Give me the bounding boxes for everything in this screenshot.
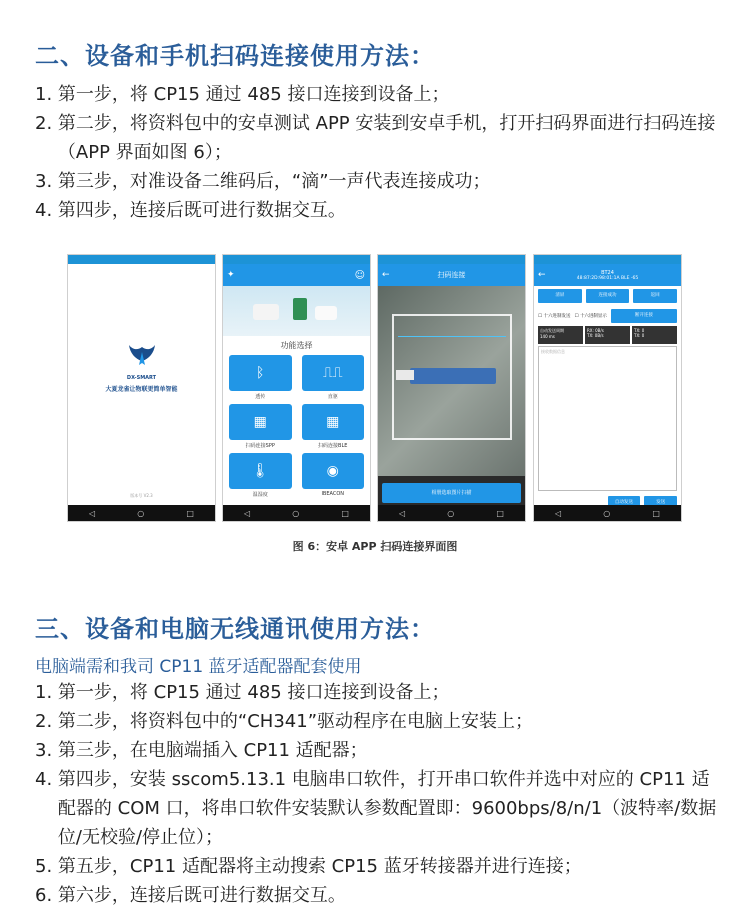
step-item: 1. 第一步，将 CP15 通过 485 接口连接到设备上； bbox=[35, 682, 450, 703]
version-label: 版本号 V2.3 bbox=[130, 493, 153, 498]
recents-icon: □ bbox=[652, 508, 660, 518]
logo bbox=[68, 343, 215, 393]
status-bar bbox=[223, 255, 370, 264]
scanner-title: 扫码连接 bbox=[437, 271, 466, 279]
qr-code-icon: ▦ bbox=[302, 404, 365, 440]
option-row bbox=[534, 306, 681, 326]
android-nav-bar bbox=[68, 505, 215, 521]
function-grid bbox=[223, 355, 370, 498]
brand-name: DX-SMART bbox=[126, 375, 157, 381]
return-button[interactable]: 返回 bbox=[633, 289, 677, 303]
auto-send-button[interactable]: 自动发送 bbox=[608, 496, 641, 510]
square-wave-icon: ⎍⎍ bbox=[302, 355, 365, 391]
connection-status-button[interactable]: 连接成功 bbox=[586, 289, 630, 303]
section3-subtitle: 电脑端需和我司 CP11 蓝牙适配器配套使用 bbox=[35, 657, 362, 677]
step-item: 3. 第三步，对准设备二维码后，“滴”一声代表连接成功； bbox=[35, 171, 491, 192]
step-item: 4. 第四步，安装 sscom5.13.1 电脑串口软件，打开串口软件并选中对应的 CP11 适配器的 COM 口，将串口软件安装默认参数配置即：9600bps/8/n/1（波特率/数据位/无校验/停止位）； bbox=[35, 769, 717, 848]
android-nav-bar bbox=[534, 505, 681, 521]
bluetooth-module-photo bbox=[410, 368, 496, 384]
home-icon: ○ bbox=[292, 508, 300, 518]
section3-steps bbox=[35, 678, 725, 910]
step-item: 5. 第五步，CP11 适配器将主动搜索 CP15 蓝牙转接器并进行连接； bbox=[35, 856, 582, 877]
function-title: 功能选择 bbox=[280, 341, 313, 350]
auto-period-field[interactable]: 自动发送周期 140 ms bbox=[538, 326, 583, 344]
back-icon: ◁ bbox=[89, 508, 96, 518]
device-name: BT24 bbox=[601, 269, 614, 276]
tile-transparent[interactable]: ᛒ 透传 bbox=[229, 355, 292, 400]
scan-line bbox=[398, 336, 506, 337]
back-arrow-icon[interactable]: ← bbox=[382, 270, 390, 280]
qr-code-icon: ▦ bbox=[229, 404, 292, 440]
step-item: 6. 第六步，连接后既可进行数据交互。 bbox=[35, 885, 346, 906]
phone-scanner-screenshot bbox=[377, 254, 526, 522]
hex-send-checkbox[interactable]: ☐ 十六进制发送 bbox=[538, 314, 571, 319]
status-bar bbox=[68, 255, 215, 264]
brand-slogan: 大夏龙雀让物联更简单智能 bbox=[105, 386, 178, 393]
app-header bbox=[378, 264, 525, 286]
back-icon: ◁ bbox=[555, 508, 562, 518]
banner-image bbox=[223, 286, 370, 336]
camera-viewfinder bbox=[378, 286, 525, 476]
tx-stats: TX: 0 TX: 0 bbox=[632, 326, 677, 344]
step-item: 2. 第二步，将资料包中的安卓测试 APP 安装到安卓手机，打开扫码界面进行扫码连接（APP 界面如图 6）； bbox=[35, 113, 716, 163]
step-item: 1. 第一步，将 CP15 通过 485 接口连接到设备上； bbox=[35, 84, 450, 105]
back-icon: ◁ bbox=[244, 508, 251, 518]
app-header bbox=[534, 264, 681, 286]
section3-title: 三、设备和电脑无线通讯使用方法： bbox=[35, 615, 435, 643]
pick-image-button[interactable]: 相册选取图片扫描 bbox=[382, 483, 521, 503]
receive-area[interactable]: 接收数据信息 bbox=[538, 346, 677, 491]
wings-logo-icon bbox=[128, 343, 156, 369]
hex-show-checkbox[interactable]: ☐ 十六进制显示 bbox=[574, 314, 607, 319]
tile-direct-drive[interactable]: ⎍⎍ 直驱 bbox=[302, 355, 365, 400]
beacon-icon: ◉ bbox=[302, 453, 365, 489]
user-icon: ☺ bbox=[354, 269, 365, 281]
rx-stats: RX: 0B/s TX: 0B/s bbox=[585, 326, 630, 344]
bluetooth-icon: ᛒ bbox=[229, 355, 292, 391]
phone-function-menu-screenshot bbox=[222, 254, 371, 522]
disconnect-button[interactable]: 断开连接 bbox=[611, 309, 677, 323]
phone-splash-screenshot bbox=[67, 254, 216, 522]
home-icon: ○ bbox=[447, 508, 455, 518]
app-logo-icon: ✦ bbox=[227, 270, 235, 280]
status-bar bbox=[534, 255, 681, 264]
clear-button[interactable]: 清屏 bbox=[538, 289, 582, 303]
step-item: 2. 第二步，将资料包中的“CH341”驱动程序在电脑上安装上； bbox=[35, 711, 534, 732]
tile-ibeacon[interactable]: ◉ IBEACON bbox=[302, 453, 365, 498]
android-nav-bar bbox=[378, 505, 525, 521]
tile-temp-humidity[interactable]: 🌡 温湿度 bbox=[229, 453, 292, 498]
android-nav-bar bbox=[223, 505, 370, 521]
tile-scan-ble[interactable]: ▦ 扫码连接BLE bbox=[302, 404, 365, 449]
tile-scan-spp[interactable]: ▦ 扫码连接SPP bbox=[229, 404, 292, 449]
control-buttons bbox=[534, 286, 681, 306]
recents-icon: □ bbox=[186, 508, 194, 518]
back-icon: ◁ bbox=[399, 508, 406, 518]
device-address: 48:87:2D:98:01:1A BLE -65 bbox=[576, 275, 639, 281]
stats-row bbox=[534, 326, 681, 344]
send-button[interactable]: 发送 bbox=[644, 496, 677, 510]
status-bar bbox=[378, 255, 525, 264]
app-header bbox=[223, 264, 370, 286]
section2-steps bbox=[35, 80, 725, 225]
phone-terminal-screenshot bbox=[533, 254, 682, 522]
recents-icon: □ bbox=[496, 508, 504, 518]
step-item: 3. 第三步，在电脑端插入 CP11 适配器； bbox=[35, 740, 368, 761]
thermometer-icon: 🌡 bbox=[229, 453, 292, 489]
section2-title: 二、设备和手机扫码连接使用方法： bbox=[35, 42, 435, 70]
home-icon: ○ bbox=[137, 508, 145, 518]
step-item: 4. 第四步，连接后既可进行数据交互。 bbox=[35, 200, 346, 221]
recents-icon: □ bbox=[341, 508, 349, 518]
figure-caption: 图 6：安卓 APP 扫码连接界面图 bbox=[292, 540, 458, 553]
back-arrow-icon[interactable]: ← bbox=[538, 270, 546, 280]
home-icon: ○ bbox=[603, 508, 611, 518]
